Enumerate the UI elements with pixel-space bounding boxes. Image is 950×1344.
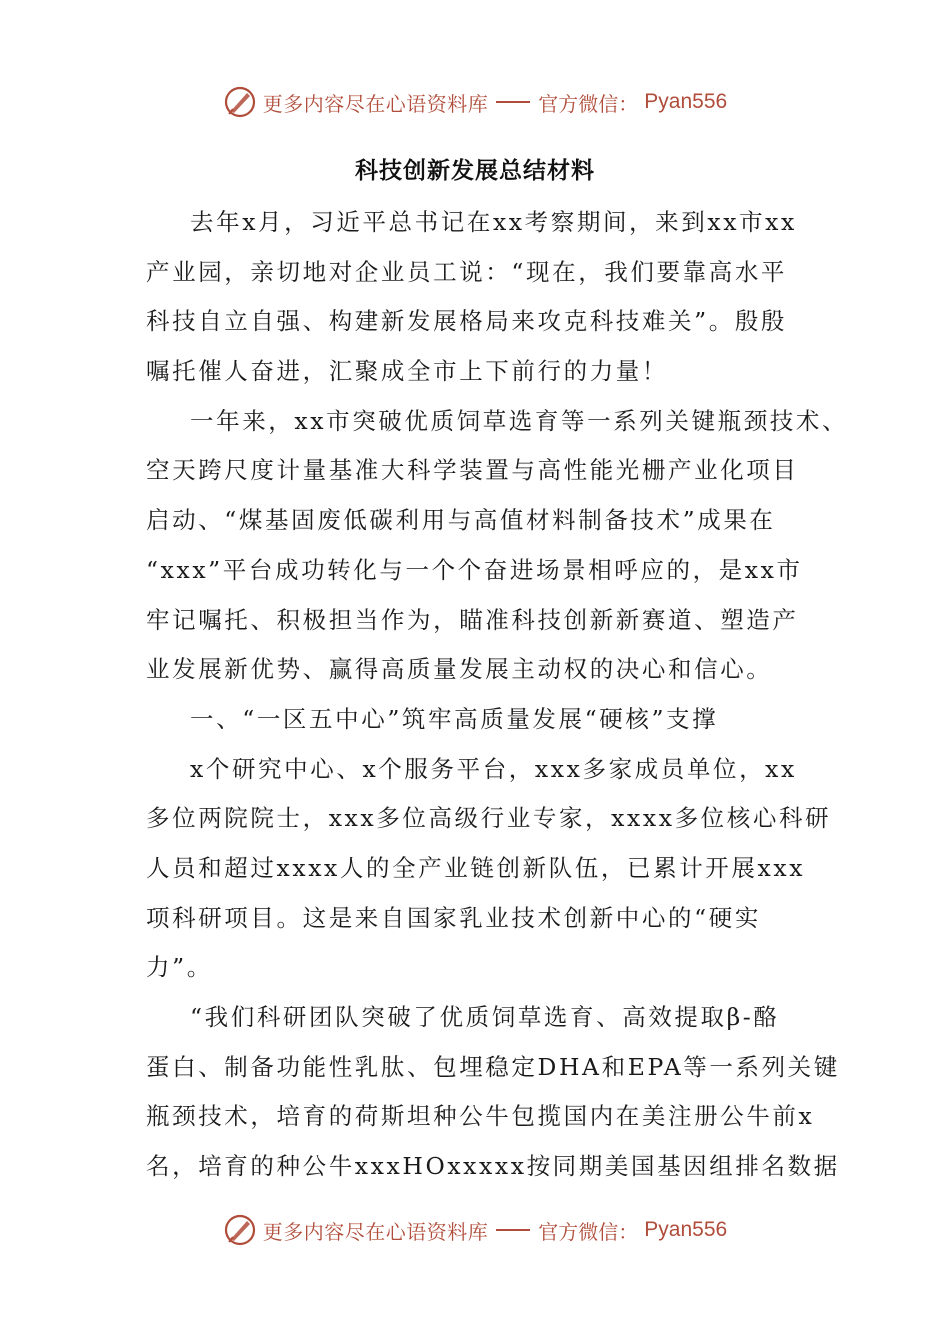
feather-pen-logo-icon <box>223 85 257 119</box>
banner-wechat-id: Pyan556 <box>644 90 728 113</box>
body-text-line: 启动、“煤基固废低碳利用与高值材料制备技术”成果在 <box>146 506 776 535</box>
body-text-line: 多位两院院士，xxx多位高级行业专家，xxxx多位核心科研 <box>146 804 832 833</box>
banner-text: 更多内容尽在心语资料库 <box>262 91 489 116</box>
body-text-line: 嘱托催人奋进，汇聚成全市上下前行的力量！ <box>146 357 668 386</box>
body-text-line: 人员和超过xxxx人的全产业链创新队伍，已累计开展xxx <box>146 853 806 882</box>
body-text-line: 一年来，xx市突破优质饲草选育等一系列关键瓶颈技术、 <box>190 406 849 435</box>
document-title: 科技创新发展总结材料 <box>355 157 595 184</box>
body-text-line: 力”。 <box>146 953 213 982</box>
banner-dash <box>496 101 530 103</box>
banner-wechat-id: Pyan556 <box>644 1218 728 1241</box>
body-text-line: 业发展新优势、赢得高质量发展主动权的决心和信心。 <box>146 655 773 684</box>
document-body <box>146 198 849 1192</box>
body-text-line: 牢记嘱托、积极担当作为，瞄准科技创新新赛道、塑造产 <box>146 605 799 634</box>
banner-dash <box>496 1229 530 1231</box>
body-text-line: 科技自立自强、构建新发展格局来攻克科技难关”。殷殷 <box>146 307 788 336</box>
body-text-line: 蛋白、制备功能性乳肽、包埋稳定DHA和EPA等一系列关键 <box>146 1052 840 1081</box>
body-text-line: “我们科研团队突破了优质饲草选育、高效提取β-酪 <box>190 1003 780 1031</box>
body-text-line: “xxx”平台成功转化与一个个奋进场景相呼应的，是xx市 <box>146 555 803 584</box>
feather-pen-logo-icon <box>223 1213 257 1247</box>
footer-banner <box>0 1210 950 1250</box>
body-text-line: 项科研项目。这是来自国家乳业技术创新中心的“硬实 <box>146 903 761 932</box>
banner-wechat-label: 官方微信： <box>538 91 639 116</box>
body-text-line: 空天跨尺度计量基准大科学装置与高性能光栅产业化项目 <box>146 456 799 485</box>
banner-text: 更多内容尽在心语资料库 <box>262 1219 489 1244</box>
body-text-line: 一、“一区五中心”筑牢高质量发展“硬核”支撑 <box>190 704 719 733</box>
body-text-line: x个研究中心、x个服务平台，xxx多家成员单位，xx <box>190 754 797 783</box>
body-text-line: 瓶颈技术，培育的荷斯坦种公牛包揽国内在美注册公牛前x <box>146 1102 815 1131</box>
banner-wechat-label: 官方微信： <box>538 1219 639 1244</box>
body-text-line: 产业园，亲切地对企业员工说：“现在，我们要靠高水平 <box>146 257 788 286</box>
header-banner <box>0 82 950 122</box>
body-text-line: 名，培育的种公牛xxxHOxxxxx按同期美国基因组排名数据 <box>146 1152 840 1181</box>
body-text-line: 去年x月，习近平总书记在xx考察期间，来到xx市xx <box>190 208 797 236</box>
